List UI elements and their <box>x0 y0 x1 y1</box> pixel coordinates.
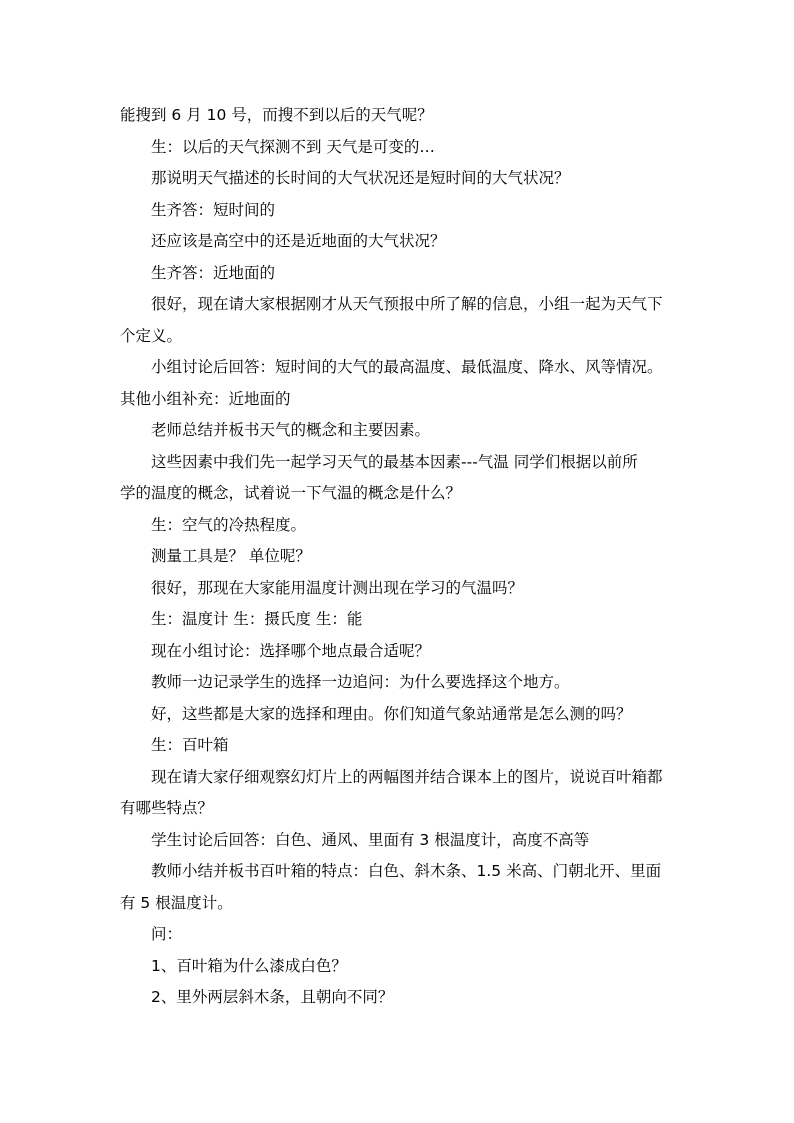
text-line: 有哪些特点？ <box>120 799 214 817</box>
text-line: 生：以后的天气探测不到 天气是可变的… <box>151 137 435 156</box>
text-line: 学生讨论后回答：白色、通风、里面有 3 根温度计，高度不高等 <box>151 830 590 849</box>
text-line: 生：空气的冷热程度。 <box>151 515 307 534</box>
text-line: 生：百叶箱 <box>151 736 229 754</box>
document-body <box>120 100 695 1014</box>
text-line: 教师小结并板书百叶箱的特点：白色、斜木条、1.5 米高、门朝北开、里面 <box>151 862 662 880</box>
text-line: 老师总结并板书天气的概念和主要因素。 <box>151 421 431 439</box>
text-line: 学的温度的概念，试着说一下气温的概念是什么？ <box>120 484 462 502</box>
text-line: 问： <box>151 925 183 943</box>
text-line: 1、百叶箱为什么漆成白色？ <box>151 956 347 975</box>
text-line: 2、里外两层斜木条，且朝向不同？ <box>151 988 394 1006</box>
text-line: 现在请大家仔细观察幻灯片上的两幅图并结合课本上的图片，说说百叶箱都 <box>151 767 663 786</box>
text-line: 小组讨论后回答：短时间的大气的最高温度、最低温度、降水、风等情况。 <box>151 358 663 376</box>
text-line: 个定义。 <box>120 326 183 345</box>
text-line: 这些因素中我们先一起学习天气的最基本因素---气温 同学们根据以前所 <box>151 452 638 471</box>
text-line: 生：温度计 生：摄氏度 生：能 <box>151 610 363 628</box>
text-line: 能搜到 6 月 10 号，而搜不到以后的天气呢？ <box>120 106 433 124</box>
text-line: 很好，那现在大家能用温度计测出现在学习的气温吗？ <box>151 578 524 597</box>
text-line: 那说明天气描述的长时间的大气状况还是短时间的大气状况？ <box>151 169 570 187</box>
text-line: 测量工具是？ 单位呢？ <box>151 547 311 565</box>
text-line: 现在小组讨论：选择哪个地点最合适呢？ <box>151 641 431 660</box>
text-line: 有 5 根温度计。 <box>120 893 233 912</box>
text-line: 教师一边记录学生的选择一边追问：为什么要选择这个地方。 <box>151 673 570 691</box>
text-line: 其他小组补充：近地面的 <box>120 389 291 408</box>
text-line: 生齐答：短时间的 <box>151 200 276 219</box>
text-line: 生齐答：近地面的 <box>151 263 276 282</box>
text-line: 好，这些都是大家的选择和理由。你们知道气象站通常是怎么测的吗？ <box>151 704 632 723</box>
text-line: 很好，现在请大家根据刚才从天气预报中所了解的信息，小组一起为天气下 <box>151 295 663 313</box>
text-line: 还应该是高空中的还是近地面的大气状况？ <box>151 232 446 250</box>
